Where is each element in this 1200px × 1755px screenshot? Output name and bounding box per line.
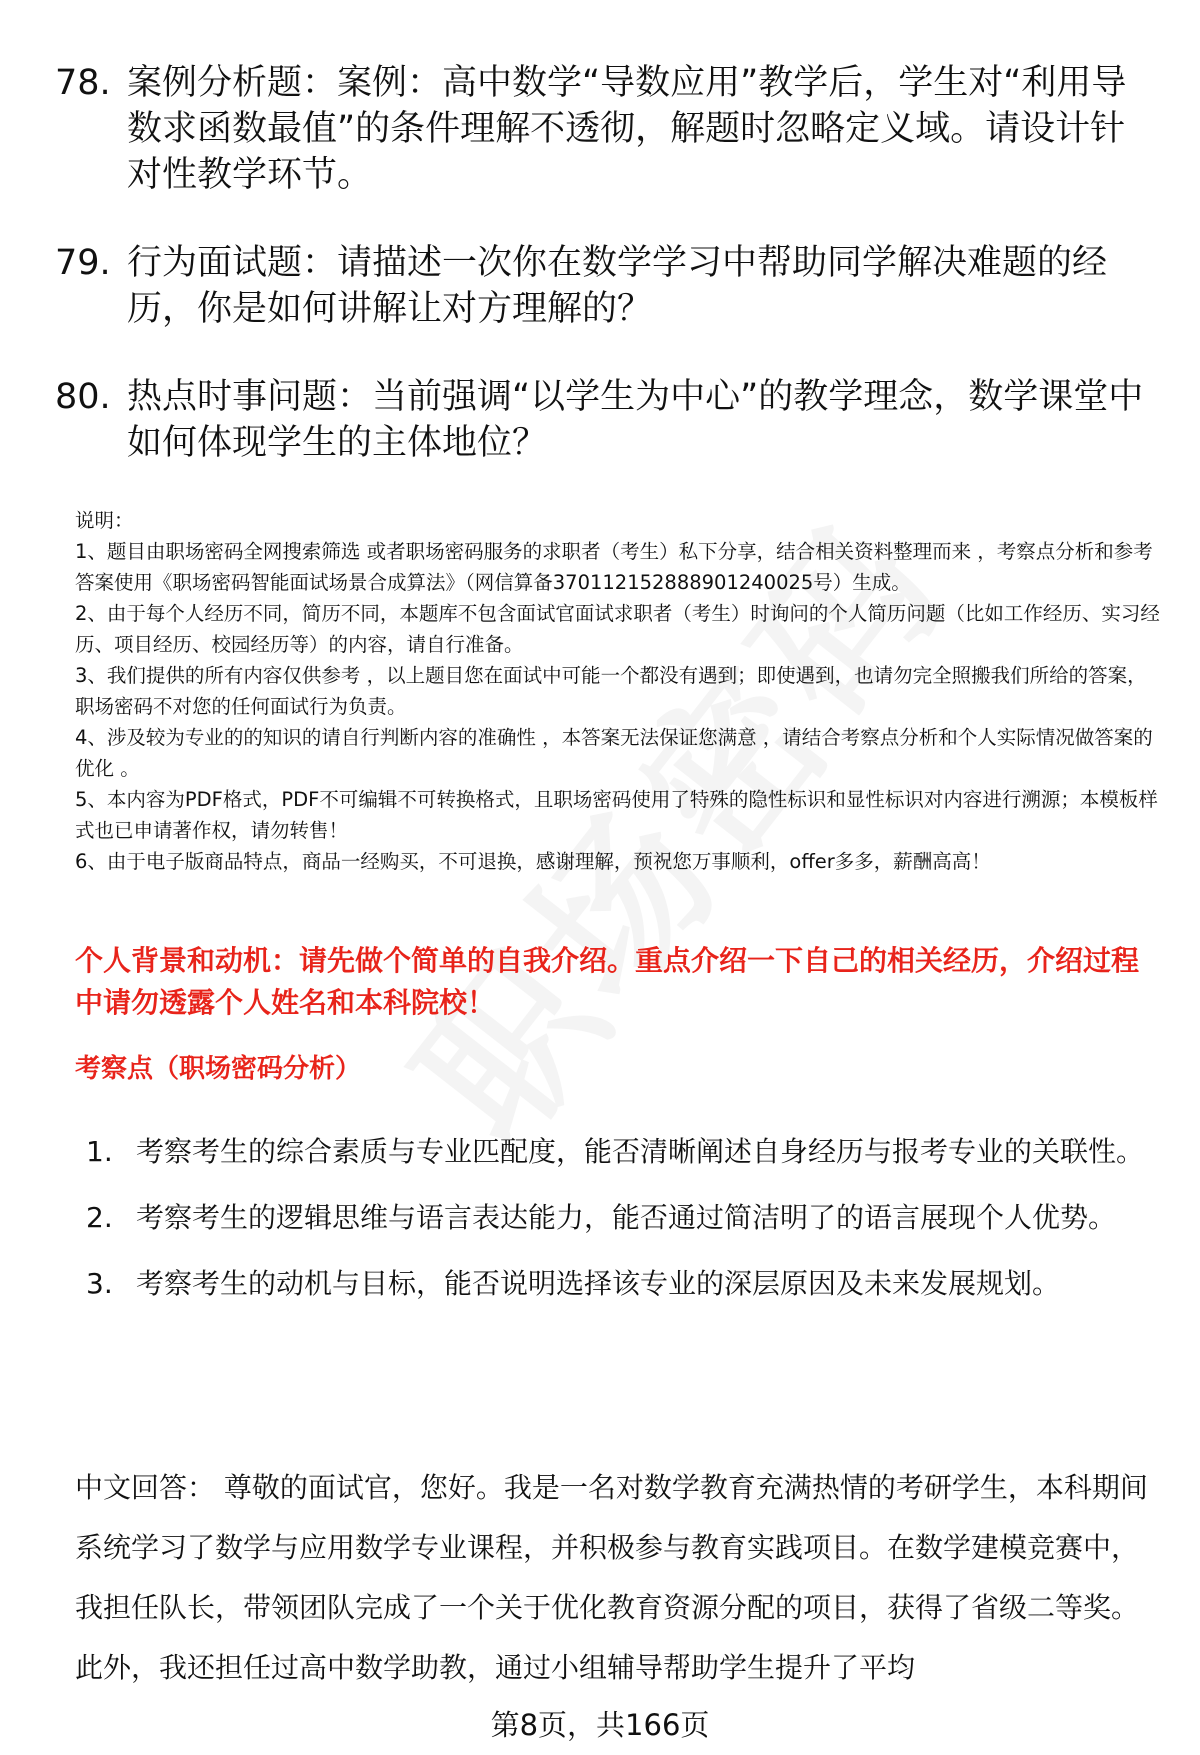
- question-number: 80.: [55, 377, 111, 417]
- question-text: 案例分析题：案例：高中数学“导数应用”教学后，学生对“利用导数求函数最值”的条件理解不透彻，解题时忽略定义域。请设计针对性教学环节。: [127, 63, 1127, 195]
- point-text: 考察考生的逻辑思维与语言表达能力，能否通过简洁明了的语言展现个人优势。: [136, 1201, 1117, 1234]
- page-number: 第8页，共166页: [490, 1708, 710, 1742]
- analysis-subheading: 考察点（职场密码分析）: [75, 1054, 362, 1084]
- note-item: 1、题目由职场密码全网搜索筛选 或者职场密码服务的求职者（考生）私下分享，结合相关资料整理而来 ，考察点分析和参考答案使用《职场密码智能面试场景合成算法》（网信算备370112152888901240025号）生成。: [75, 540, 1153, 594]
- question-list: [55, 60, 1145, 508]
- note-item: 4、涉及较为专业的的知识的请自行判断内容的准确性 ，本答案无法保证您满意 ，请结合考察点分析和个人实际情况做答案的优化 。: [75, 726, 1153, 780]
- notes-title: 说明：: [75, 509, 134, 532]
- question-item: [55, 240, 1145, 332]
- question-item: [55, 374, 1145, 466]
- question-text: 热点时事问题：当前强调“以学生为中心”的教学理念，数学课堂中如何体现学生的主体地位？: [127, 377, 1144, 463]
- note-item: 3、我们提供的所有内容仅供参考 ，以上题目您在面试中可能一个都没有遇到；即使遇到，也请勿完全照搬我们所给的答案，职场密码不对您的任何面试行为负责。: [75, 664, 1147, 718]
- question-item: [55, 60, 1145, 198]
- note-item: 5、本内容为PDF格式，PDF不可编辑不可转换格式，且职场密码使用了特殊的隐性标识和显性标识对内容进行溯源；本模板样式也已申请著作权，请勿转售！: [75, 788, 1158, 842]
- note-item: 2、由于每个人经历不同，简历不同，本题库不包含面试官面试求职者（考生）时询问的个人简历问题（比如工作经历、实习经历、项目经历、校园经历等）的内容，请自行准备。: [75, 602, 1160, 656]
- point-text: 考察考生的动机与目标，能否说明选择该专业的深层原因及未来发展规划。: [136, 1267, 1061, 1300]
- point-number: 1.: [86, 1135, 113, 1168]
- section-heading: 个人背景和动机：请先做个简单的自我介绍。重点介绍一下自己的相关经历，介绍过程中请勿透露个人姓名和本科院校！: [75, 944, 1140, 1019]
- point-number: 3.: [86, 1267, 113, 1300]
- answer-text: 中文回答： 尊敬的面试官，您好。我是一名对数学教育充满热情的考研学生，本科期间系统学习了数学与应用数学专业课程，并积极参与教育实践项目。在数学建模竞赛中，我担任队长，带领团队完成了一个关于优化教育资源分配的项目，获得了省级二等奖。此外，我还担任过高中数学助教，通过小组辅导帮助学生提升了平均: [75, 1471, 1148, 1684]
- point-text: 考察考生的综合素质与专业匹配度，能否清晰阐述自身经历与报考专业的关联性。: [136, 1135, 1145, 1168]
- analysis-point: [80, 1188, 1155, 1248]
- note-item: 6、由于电子版商品特点，商品一经购买，不可退换，感谢理解，预祝您万事顺利，offer多多，薪酬高高！: [75, 850, 991, 873]
- question-text: 行为面试题：请描述一次你在数学学习中帮助同学解决难题的经历，你是如何讲解让对方理解的？: [127, 243, 1108, 329]
- point-number: 2.: [86, 1201, 113, 1234]
- disclaimer-notes: [75, 505, 1160, 877]
- analysis-point: [80, 1122, 1155, 1182]
- analysis-points: [80, 1122, 1155, 1320]
- question-number: 78.: [55, 63, 111, 103]
- question-number: 79.: [55, 243, 111, 283]
- analysis-point: [80, 1254, 1155, 1314]
